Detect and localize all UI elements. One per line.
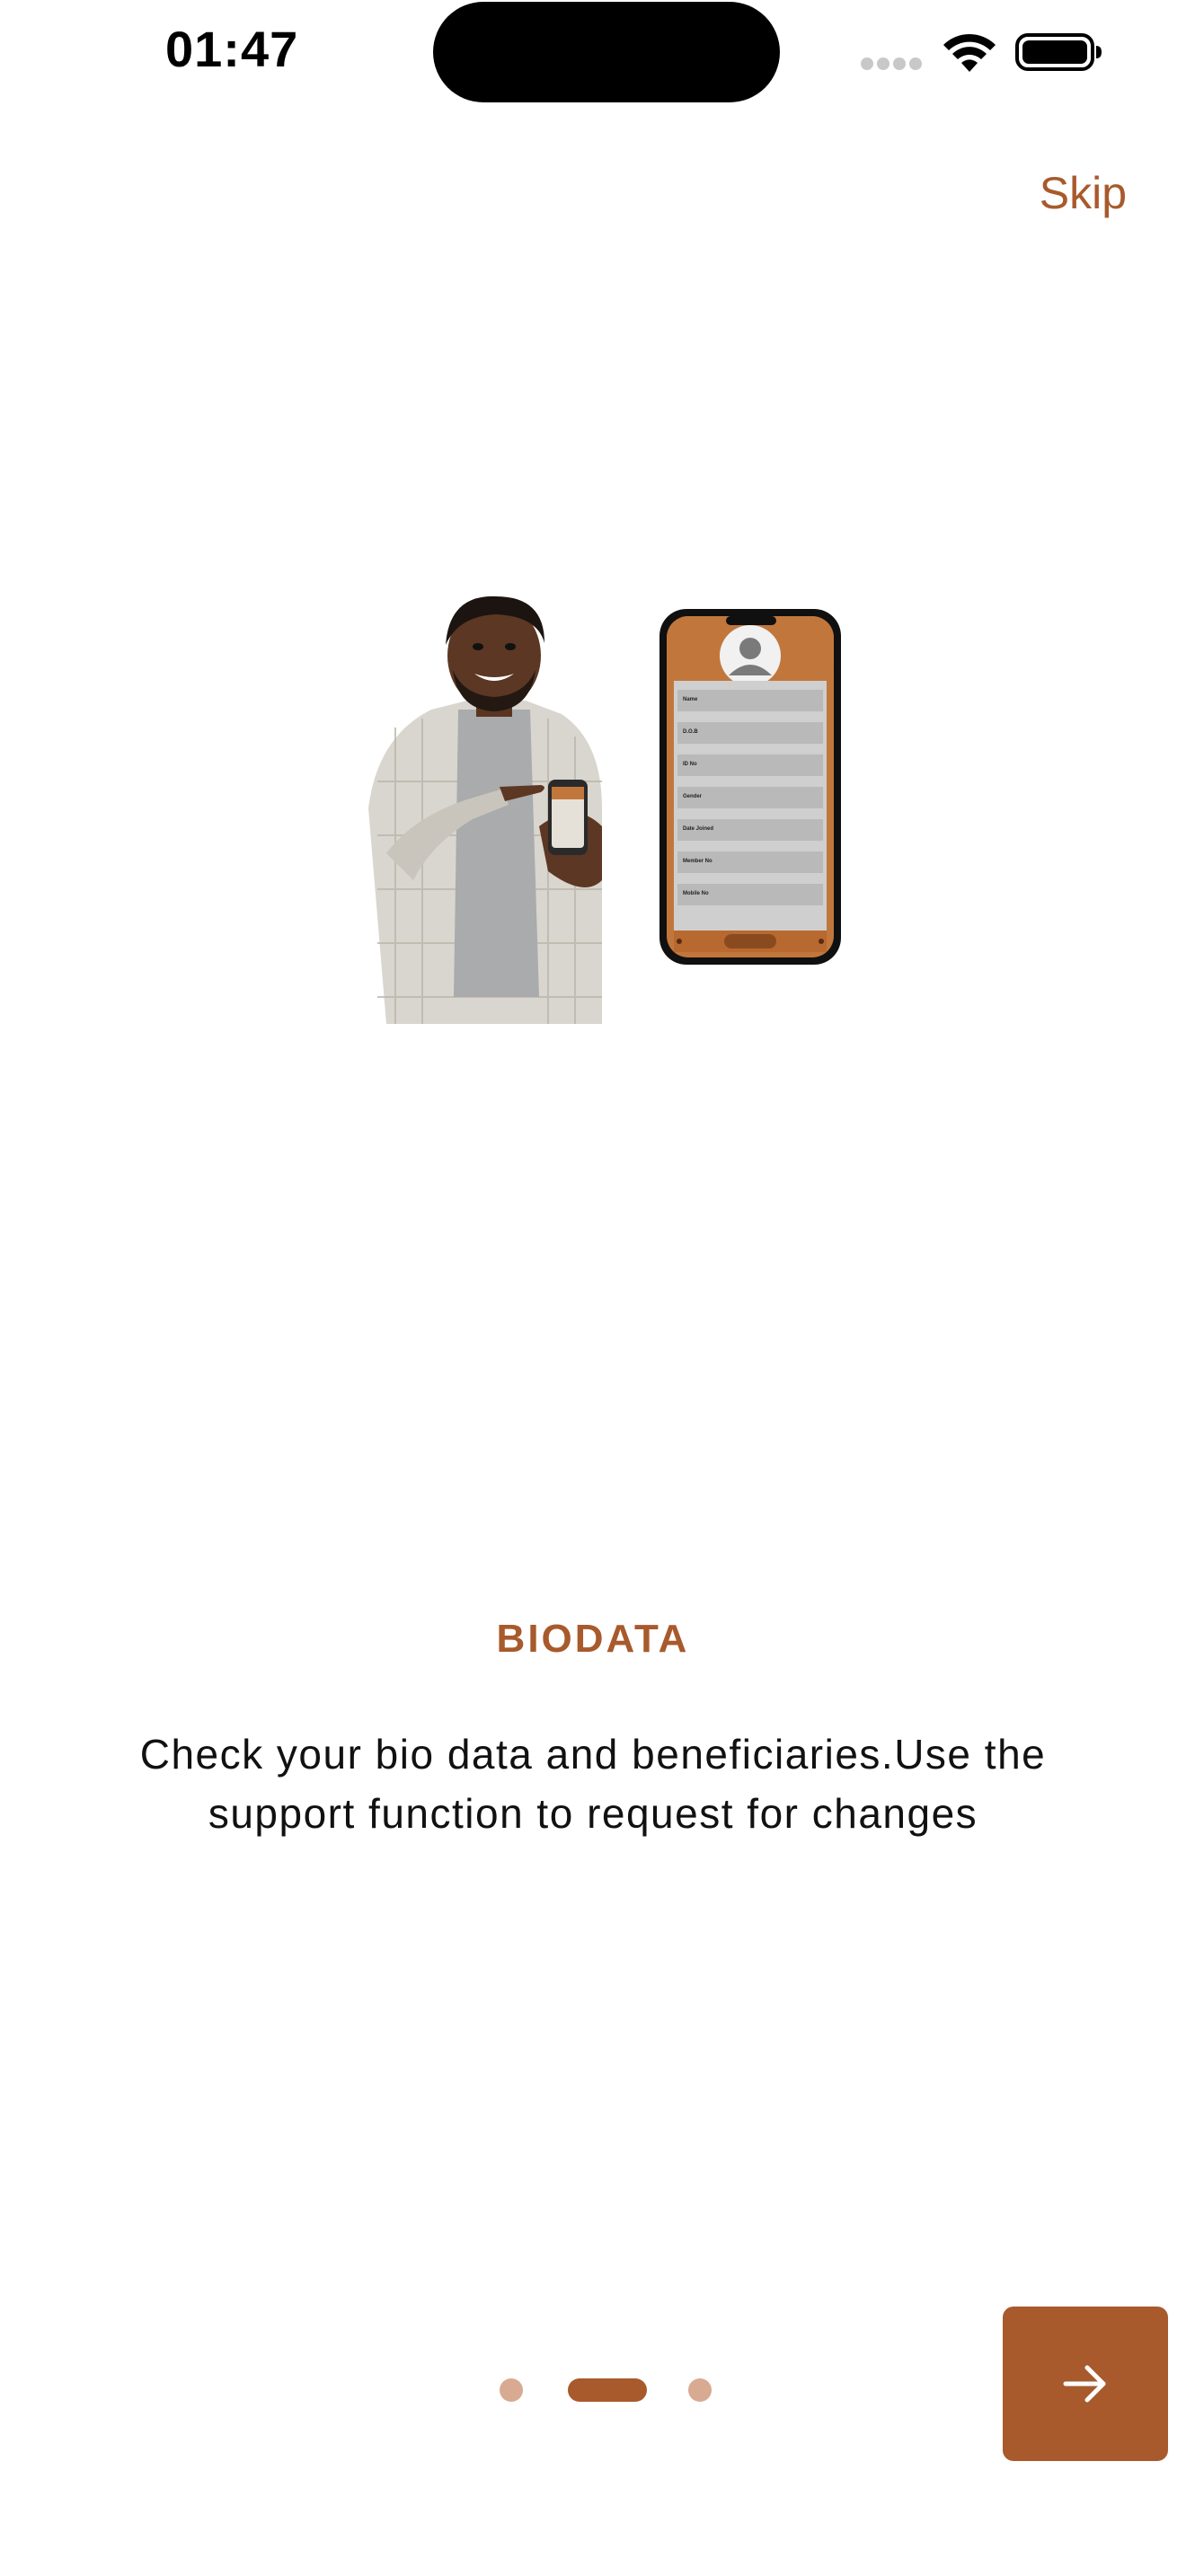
phone-field-id: ID No: [683, 762, 697, 767]
phone-mockup: [659, 609, 841, 965]
status-bar: [0, 0, 1186, 108]
cellular-signal-icon: [861, 57, 924, 72]
onboarding-illustration: [332, 584, 854, 1024]
page-indicator: [500, 2378, 715, 2404]
battery-icon: [1015, 32, 1103, 72]
next-button[interactable]: [1003, 2307, 1168, 2461]
person-figure: [368, 596, 602, 1024]
phone-field-mobile: Mobile No: [683, 891, 709, 896]
onboarding-title: BIODATA: [496, 1617, 690, 1661]
wifi-icon: [943, 32, 996, 72]
page-dot-2-active[interactable]: [568, 2378, 647, 2402]
arrow-right-icon: [1062, 2360, 1109, 2407]
skip-button[interactable]: Skip: [1039, 168, 1127, 218]
dynamic-island: [433, 2, 780, 102]
page-dot-3[interactable]: [688, 2378, 712, 2402]
page-dot-1[interactable]: [500, 2378, 523, 2402]
phone-field-gender: Gender: [683, 794, 703, 799]
status-time: 01:47: [165, 21, 299, 77]
phone-field-dob: D.O.B: [683, 729, 698, 735]
phone-field-date-joined: Date Joined: [683, 826, 714, 832]
phone-field-name: Name: [683, 697, 698, 702]
onboarding-description: Check your bio data and beneficiaries.Use the support function to request for changes: [139, 1731, 1047, 1837]
phone-field-member-no: Member No: [683, 859, 712, 864]
